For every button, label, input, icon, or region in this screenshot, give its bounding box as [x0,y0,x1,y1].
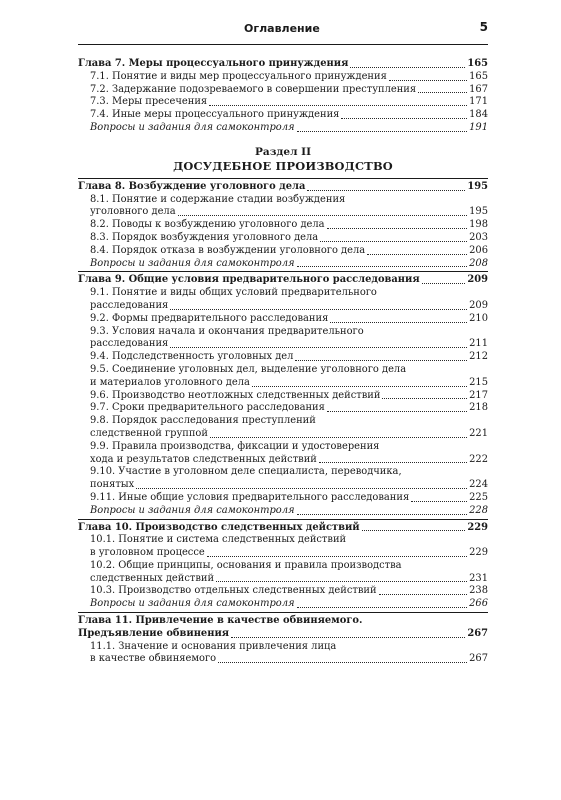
chapter-rule [78,519,488,520]
toc-entry-9-2[interactable] [78,313,488,326]
toc-entry-8-1[interactable] [78,194,488,220]
entry-title-line2: в качестве обвиняемого [90,653,217,665]
entry-title: 10.3. Производство отдельных следственных действий [90,585,377,597]
toc-entry-9-1[interactable] [78,287,488,313]
entry-title-line2: хода и результатов следственных действий [90,453,317,465]
page-ref: 184 [469,109,488,121]
chapter-title: Глава 8. Возбуждение уголовного дела [78,180,306,192]
page-ref: 167 [469,83,488,95]
page-ref: 211 [469,338,488,350]
leader-dots [170,309,467,310]
entry-title-line1: 10.2. Общие принципы, основания и правила производства [90,559,402,571]
leader-dots [320,241,467,242]
page-ref: 221 [469,427,488,439]
entry-title-line2: и материалов уголовного дела [90,376,250,388]
entry-title-line1: 9.10. Участие в уголовном деле специалиста, переводчика, [90,466,402,478]
entry-title-line1: 8.1. Понятие и содержание стадии возбуждения [90,193,346,205]
toc-entry-9-9[interactable] [78,441,488,467]
leader-dots [297,607,468,608]
running-head-title: Оглавление [244,22,320,35]
page-ref: 209 [469,299,488,311]
page-ref: 222 [469,453,488,465]
leader-dots [307,190,465,191]
leader-dots [422,283,466,284]
page-ref: 210 [469,312,488,324]
page-ref: 215 [469,376,488,388]
page-ref: 191 [469,121,488,133]
leader-dots [389,80,467,81]
chapter-title: Глава 7. Меры процессуального принуждения [78,58,349,69]
leader-dots [209,105,467,106]
page-ref: 165 [467,58,488,69]
leader-dots [295,360,467,361]
toc-entry-8-2[interactable] [78,219,488,232]
chapter-title-line2: Предъявление обвинения [78,627,230,639]
page-ref: 218 [469,402,488,414]
page-ref: 225 [469,491,488,503]
toc-entry-9-3[interactable] [78,326,488,352]
toc-entry-11-1[interactable] [78,641,488,667]
toc-chapter-11[interactable] [78,615,488,641]
page-ref: 238 [469,585,488,597]
leader-dots [411,501,467,502]
leader-dots [297,266,468,267]
toc-entry-8-4[interactable] [78,245,488,258]
leader-dots [218,662,467,663]
page-ref: 171 [469,96,488,108]
entry-title: 9.11. Иные общие условия предварительного расследования [90,491,410,503]
leader-dots [252,386,467,387]
leader-dots [330,322,467,323]
leader-dots [178,215,468,216]
page-ref: 267 [469,653,488,665]
entry-title-line2: уголовного дела [90,206,176,218]
entry-title-line1: 9.1. Понятие и виды общих условий предварительного [90,287,377,299]
toc-entry-9-8[interactable] [78,415,488,441]
toc-questions-8[interactable] [78,258,488,271]
leader-dots [382,398,467,399]
running-head [78,11,488,45]
leader-dots [367,254,467,255]
entry-title: 8.4. Порядок отказа в возбуждении уголовного дела [90,244,366,256]
entry-title-line2: расследования [90,299,169,311]
leader-dots [207,556,467,557]
entry-title: 8.2. Поводы к возбуждению уголовного дела [90,219,325,231]
toc-chapter-9[interactable] [78,274,488,287]
chapter-rule [78,178,488,179]
page-ref: 208 [469,257,488,269]
toc-entry-9-10[interactable] [78,466,488,492]
section-heading [78,146,488,174]
leader-dots [319,462,467,463]
toc-entry-10-2[interactable] [78,560,488,586]
page-ref: 228 [469,504,488,516]
toc-entry-9-11[interactable] [78,492,488,505]
chapter-rule [78,612,488,613]
entry-title: 9.6. Производство неотложных следственных действий [90,389,381,401]
toc-entry-10-3[interactable] [78,585,488,598]
page-ref: 212 [469,351,488,363]
toc-entry-10-1[interactable] [78,534,488,560]
leader-dots [362,530,466,531]
page-ref: 165 [469,70,488,82]
entry-title: 9.2. Формы предварительного расследования [90,312,329,324]
entry-title-line2: в уголовном процессе [90,547,205,559]
header-rule [78,44,488,45]
chapter-title: Глава 10. Производство следственных действий [78,521,360,533]
page-ref: 209 [467,274,488,286]
page-ref: 217 [469,389,488,401]
leader-dots [210,437,467,438]
entry-title-line1: 9.8. Порядок расследования преступлений [90,415,316,427]
leader-dots [231,637,465,638]
leader-dots [350,67,465,68]
chapter-rule [78,271,488,272]
leader-dots [418,92,467,93]
toc-entry-8-3[interactable] [78,232,488,245]
entry-title: Вопросы и задания для самоконтроля [90,598,295,610]
entry-title-line1: 10.1. Понятие и система следственных действий [90,534,347,546]
entry-title: Вопросы и задания для самоконтроля [90,121,295,133]
entry-title-line2: расследования [90,338,169,350]
toc-entry-7-2[interactable] [78,84,488,97]
entry-title: 7.2. Задержание подозреваемого в совершении преступления [90,83,417,95]
page-ref: 267 [467,627,488,639]
leader-dots [170,347,467,348]
leader-dots [297,514,468,515]
toc-questions-10[interactable] [78,598,488,611]
entry-title: 8.3. Порядок возбуждения уголовного дела [90,231,319,243]
leader-dots [341,118,467,119]
page-ref: 229 [467,521,488,533]
entry-title: 9.7. Сроки предварительного расследования [90,402,325,414]
page-ref: 195 [469,206,488,218]
toc-entry-9-7[interactable] [78,402,488,415]
page-number: 5 [479,20,488,34]
leader-dots [216,581,467,582]
entry-title: Вопросы и задания для самоконтроля [90,257,295,269]
entry-title-line2: понятых [90,479,135,491]
section-label: Раздел II [255,145,311,158]
toc-questions-7[interactable] [78,122,488,135]
leader-dots [327,228,468,229]
entry-title-line2: следственной группой [90,427,208,439]
page-ref: 224 [469,479,488,491]
entry-title-line1: 9.5. Соединение уголовных дел, выделение уголовного дела [90,363,407,375]
entry-title-line1: 9.9. Правила производства, фиксации и удостоверения [90,440,380,452]
entry-title: 7.3. Меры пресечения [90,96,208,108]
page-ref: 231 [469,572,488,584]
leader-dots [327,411,467,412]
page-ref: 266 [469,598,488,610]
entry-title-line2: следственных действий [90,572,215,584]
section-title: ДОСУДЕБНОЕ ПРОИЗВОДСТВО [173,158,393,173]
toc-entry-7-1[interactable] [78,71,488,84]
page-ref: 198 [469,219,488,231]
leader-dots [136,488,467,489]
toc-entry-7-4[interactable] [78,109,488,122]
toc-questions-9[interactable] [78,505,488,518]
page-ref: 203 [469,231,488,243]
leader-dots [297,131,468,132]
entry-title-line1: 11.1. Значение и основания привлечения лица [90,640,337,652]
entry-title: Вопросы и задания для самоконтроля [90,504,295,516]
entry-title: 7.1. Понятие и виды мер процессуального принуждения [90,70,387,82]
toc-entry-9-4[interactable] [78,351,488,364]
entry-title: 7.4. Иные меры процессуального принуждения [90,109,340,121]
page-ref: 195 [467,180,488,192]
toc-entry-7-3[interactable] [78,96,488,109]
table-of-contents [78,58,488,666]
page-ref: 206 [469,244,488,256]
toc-chapter-8[interactable] [78,181,488,194]
toc-chapter-10[interactable] [78,522,488,535]
page-ref: 229 [469,547,488,559]
entry-title: 9.4. Подследственность уголовных дел [90,351,294,363]
toc-entry-9-5[interactable] [78,364,488,390]
leader-dots [379,594,468,595]
chapter-title: Глава 9. Общие условия предварительного расследования [78,274,420,286]
chapter-title-line1: Глава 11. Привлечение в качестве обвиняемого. [78,615,363,627]
entry-title-line1: 9.3. Условия начала и окончания предварительного [90,325,364,337]
toc-chapter-7[interactable] [78,58,488,71]
toc-entry-9-6[interactable] [78,390,488,403]
